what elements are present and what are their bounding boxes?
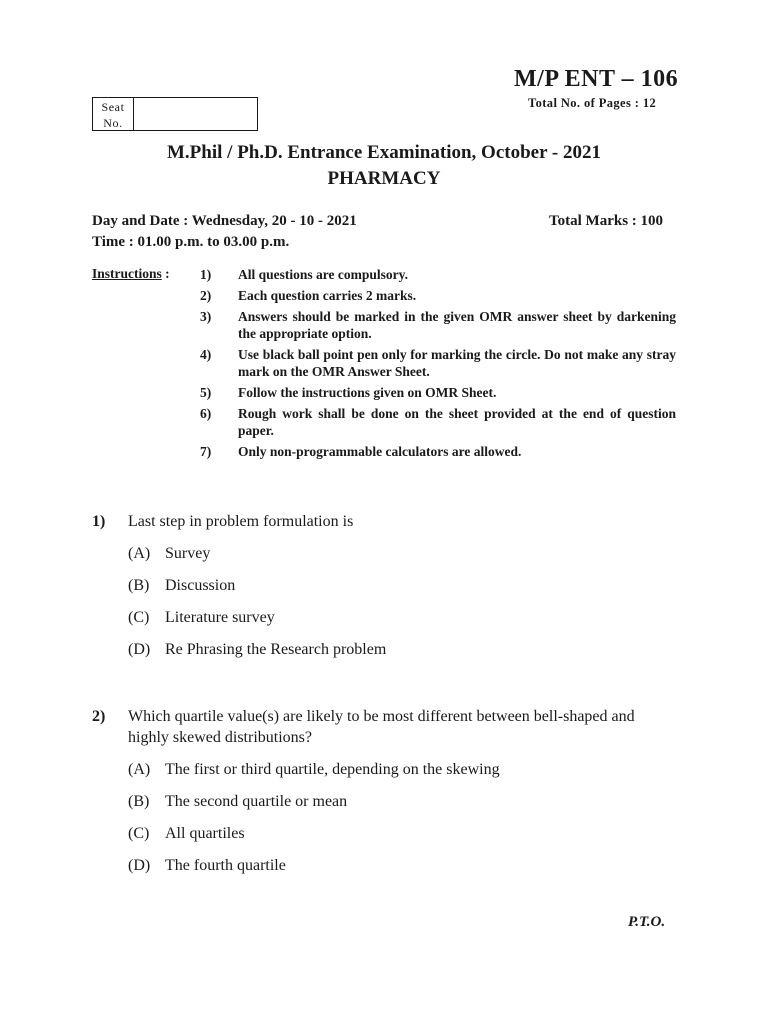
question-stem — [92, 511, 678, 532]
question-text: Last step in problem formulation is — [128, 513, 354, 530]
seat-number-box — [92, 97, 258, 131]
seat-number-label — [93, 98, 134, 130]
option-text: Literature survey — [165, 609, 275, 626]
please-turn-over: P.T.O. — [628, 914, 666, 930]
option-c — [128, 607, 678, 628]
option-text: Re Phrasing the Research problem — [165, 641, 387, 658]
option-text: The first or third quartile, depending on the skewing — [165, 761, 500, 778]
option-a — [128, 759, 678, 780]
option-text: The fourth quartile — [165, 857, 286, 874]
instruction-item — [200, 405, 676, 439]
option-text: All quartiles — [165, 825, 245, 842]
question-text: Which quartile value(s) are likely to be most different between bell-shaped and highly skewed distributions? — [128, 708, 635, 746]
question-number: 1) — [92, 513, 106, 530]
option-letter: (A) — [128, 761, 151, 778]
option-b — [128, 791, 678, 812]
instructions-label-text: Instructions — [92, 266, 162, 281]
paper-code: M/P ENT – 106 — [514, 66, 679, 92]
option-d — [128, 855, 678, 876]
instruction-number: 1) — [200, 267, 212, 282]
instruction-number: 3) — [200, 309, 212, 324]
instruction-item — [200, 308, 676, 342]
instruction-text: Each question carries 2 marks. — [238, 288, 417, 303]
instruction-item — [200, 266, 676, 283]
total-marks: Total Marks : 100 — [549, 213, 664, 229]
exam-subject: PHARMACY — [327, 168, 441, 189]
option-a — [128, 543, 678, 564]
instruction-number: 7) — [200, 444, 212, 459]
option-text: Discussion — [165, 577, 236, 594]
instruction-item — [200, 384, 676, 401]
day-and-date: Day and Date : Wednesday, 20 - 10 - 2021 — [92, 213, 357, 229]
instruction-number: 5) — [200, 385, 212, 400]
option-text: Survey — [165, 545, 211, 562]
instruction-text: Only non-programmable calculators are allowed. — [238, 444, 522, 459]
question-stem — [92, 706, 678, 748]
instruction-text: Answers should be marked in the given OMR answer sheet by darkening the appropriate option. — [238, 309, 676, 341]
option-letter: (C) — [128, 609, 150, 626]
instruction-text: Follow the instructions given on OMR Sheet. — [238, 385, 497, 400]
instruction-item — [200, 443, 676, 460]
instruction-number: 6) — [200, 406, 212, 421]
instruction-text: All questions are compulsory. — [238, 267, 409, 282]
exam-title: M.Phil / Ph.D. Entrance Examination, October - 2021 — [167, 142, 601, 163]
instruction-item — [200, 346, 676, 380]
option-letter: (D) — [128, 857, 151, 874]
question-number: 2) — [92, 708, 106, 725]
instruction-text: Rough work shall be done on the sheet provided at the end of question paper. — [238, 406, 676, 438]
instructions-label-colon: : — [161, 266, 170, 281]
total-pages: Total No. of Pages : 12 — [528, 96, 657, 110]
question-1 — [92, 511, 678, 660]
seat-label-line1: Seat — [101, 100, 125, 114]
option-letter: (A) — [128, 545, 151, 562]
exam-time: Time : 01.00 p.m. to 03.00 p.m. — [92, 234, 290, 250]
option-d — [128, 639, 678, 660]
instruction-number: 4) — [200, 347, 212, 362]
option-c — [128, 823, 678, 844]
instruction-item — [200, 287, 676, 304]
option-letter: (D) — [128, 641, 151, 658]
option-text: The second quartile or mean — [165, 793, 348, 810]
option-letter: (B) — [128, 577, 150, 594]
seat-number-field[interactable] — [134, 98, 257, 130]
option-letter: (C) — [128, 825, 150, 842]
instruction-text: Use black ball point pen only for marking the circle. Do not make any stray mark on the OMR Answer Sheet. — [238, 347, 676, 379]
option-b — [128, 575, 678, 596]
seat-label-line2: No. — [103, 116, 123, 130]
option-letter: (B) — [128, 793, 150, 810]
instructions-list — [200, 266, 676, 464]
instructions-label — [92, 266, 170, 282]
instruction-number: 2) — [200, 288, 212, 303]
question-2 — [92, 706, 678, 876]
